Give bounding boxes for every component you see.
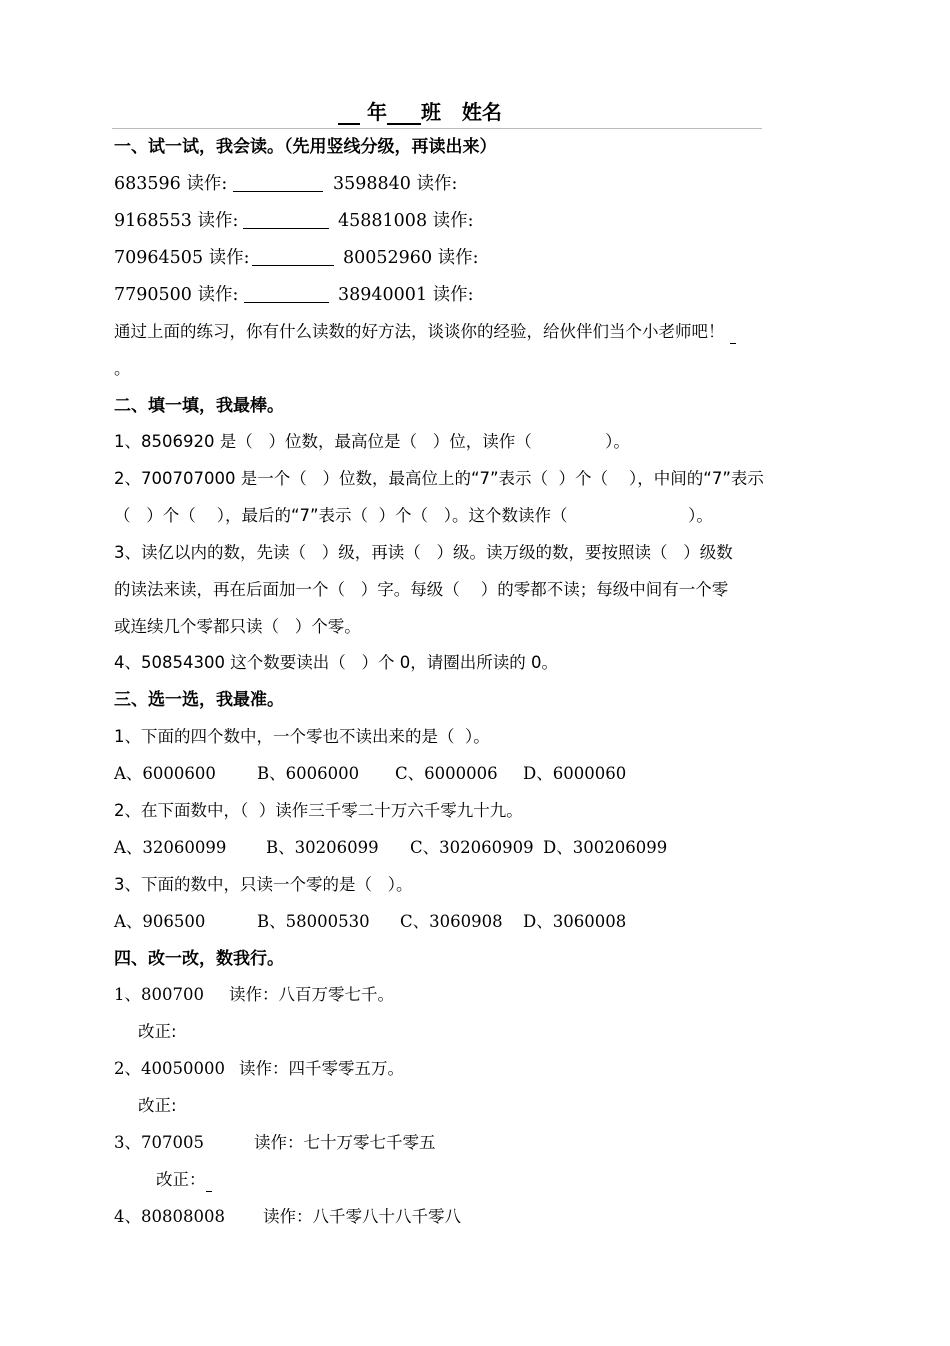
fix-item-3-number: 3、707005 <box>114 1133 204 1152</box>
worksheet-title <box>338 96 502 125</box>
choice-q3: 3、下面的数中，只读一个零的是（ ）。 <box>114 875 413 894</box>
fix-item-3-blank[interactable] <box>206 1175 212 1192</box>
read-row-1 <box>114 172 227 196</box>
answer-blank-4[interactable] <box>244 284 329 303</box>
q3-option-a[interactable]: A、906500 <box>114 912 206 931</box>
q3-option-d[interactable]: D、3060008 <box>523 912 627 931</box>
read-left-3: 70964505 读作: <box>114 248 250 268</box>
q2-option-a[interactable]: A、32060099 <box>114 838 227 857</box>
fix-item-2-label[interactable]: 改正: <box>138 1096 177 1115</box>
read-left-4: 7790500 读作: <box>114 285 239 305</box>
fix-item-3-reading: 读作：七十万零七千零五 <box>254 1133 436 1152</box>
fill-q3-line2: 的读法来读，再在后面加一个（ ）字。每级（ ）的零都不读；每级中间有一个零 <box>114 580 729 599</box>
section3-heading: 三、选一选，我最准。 <box>114 690 284 710</box>
fix-item-1-number: 1、800700 <box>114 985 204 1004</box>
method-prompt <box>114 320 736 344</box>
fill-q4: 4、50854300 这个数要读出（ ）个 0，请圈出所读的 0。 <box>114 653 558 672</box>
section4-heading: 四、改一改，数我行。 <box>114 949 284 969</box>
fix-item-2-reading: 读作：四千零零五万。 <box>239 1059 404 1078</box>
read-right-4: 38940001 读作: <box>338 285 474 305</box>
read-right-2: 45881008 读作: <box>338 211 474 231</box>
fix-item-3-label-text: 改正： <box>156 1170 206 1189</box>
class-blank[interactable] <box>387 105 421 125</box>
read-row-4 <box>114 283 238 307</box>
section2-heading: 二、填一填，我最棒。 <box>114 396 284 416</box>
q1-option-d[interactable]: D、6000060 <box>523 764 627 783</box>
answer-blank-2[interactable] <box>243 210 329 229</box>
fill-q3-line1: 3、读亿以内的数，先读（ ）级，再读（ ）级。读万级的数，要按照读（ ）级数 <box>114 543 733 562</box>
method-answer-blank[interactable] <box>730 327 736 344</box>
fix-item-4-reading: 读作：八千零八十八千零八 <box>263 1207 461 1226</box>
choice-q1: 1、下面的四个数中，一个零也不读出来的是（ ）。 <box>114 727 490 746</box>
read-left-2: 9168553 读作: <box>114 211 239 231</box>
method-prompt-text: 通过上面的练习，你有什么读数的好方法，谈谈你的经验，给伙伴们当个小老师吧！ <box>114 322 725 341</box>
q3-option-b[interactable]: B、58000530 <box>257 912 370 931</box>
q3-option-c[interactable]: C、3060908 <box>400 912 503 931</box>
q1-option-c[interactable]: C、6000006 <box>395 764 498 783</box>
q2-option-d[interactable]: D、300206099 <box>543 838 668 857</box>
read-row-2 <box>114 209 238 233</box>
q2-option-c[interactable]: C、302060909 <box>410 838 534 857</box>
answer-blank-1[interactable] <box>233 173 323 192</box>
fix-item-1-label[interactable]: 改正: <box>138 1022 177 1041</box>
fill-q1: 1、8506920 是（ ）位数，最高位是（ ）位，读作（ ）。 <box>114 432 630 451</box>
choice-q2: 2、在下面数中，（ ）读作三千零二十万六千零九十九。 <box>114 801 523 820</box>
fill-q2-line2: （ ）个（ ），最后的“7”表示（ ）个（ ）。这个数读作（ ）。 <box>114 506 713 525</box>
fill-q3-line3: 或连续几个零都只读（ ）个零。 <box>114 617 361 636</box>
fix-item-4-number: 4、80808008 <box>114 1207 225 1226</box>
fix-item-2-number: 2、40050000 <box>114 1059 225 1078</box>
read-right-1: 3598840 读作: <box>333 174 458 194</box>
year-label: 年 <box>366 100 387 124</box>
section1-heading: 一、试一试，我会读。（先用竖线分级，再读出来） <box>114 137 497 157</box>
read-left-1: 683596 读作: <box>114 174 228 194</box>
q1-option-a[interactable]: A、6000600 <box>114 764 216 783</box>
name-label: 姓名 <box>461 100 502 124</box>
answer-blank-3[interactable] <box>252 247 334 266</box>
read-row-3 <box>114 246 250 270</box>
fix-item-1-reading: 读作：八百万零七千。 <box>229 985 394 1004</box>
fill-q2-line1: 2、700707000 是一个（ ）位数，最高位上的“7”表示（ ）个（ ），中间的“7”表示 <box>114 469 764 488</box>
title-divider <box>112 128 762 129</box>
method-prompt-end: 。 <box>114 359 131 378</box>
q2-option-b[interactable]: B、30206099 <box>266 838 379 857</box>
q1-option-b[interactable]: B、6006000 <box>257 764 360 783</box>
read-right-3: 80052960 读作: <box>343 248 479 268</box>
grade-blank[interactable] <box>338 105 360 125</box>
class-label: 班 <box>420 100 441 124</box>
fix-item-3-label[interactable] <box>156 1168 212 1192</box>
